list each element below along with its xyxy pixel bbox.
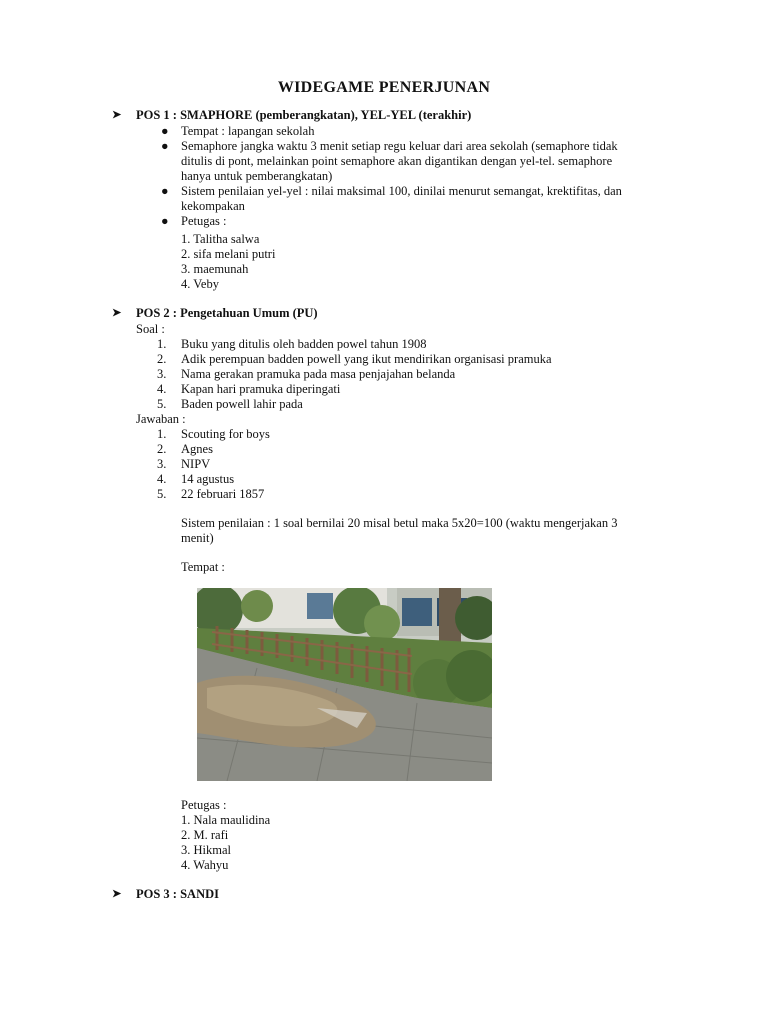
pos2-heading: POS 2 : Pengetahuan Umum (PU) — [136, 306, 318, 320]
pos2-soal-label: Soal : — [136, 322, 165, 336]
pos1-heading-row — [112, 108, 471, 123]
pos2-sistem-line2: menit) — [181, 531, 214, 545]
document-title: WIDEGAME PENERJUNAN — [277, 79, 491, 96]
filled-circle-bullet-icon: ● — [161, 139, 169, 153]
item-text: Nama gerakan pramuka pada masa penjajahan belanda — [181, 367, 456, 381]
pos1-bullet-semaphore — [161, 139, 701, 184]
pos1-tempat-text: Tempat : lapangan sekolah — [181, 124, 315, 138]
list-item: 4. Wahyu — [181, 858, 229, 872]
item-text: Buku yang ditulis oleh badden powel tahun 1908 — [181, 337, 427, 351]
list-item — [157, 397, 717, 412]
pos1-semaphore-line3: hanya untuk pemberangkatan) — [181, 169, 333, 183]
pos1-semaphore-line2: ditulis di pont, melainkan point semaphore akan digantikan dengan yel-tel. semaphore — [181, 154, 613, 168]
pos2-sistem-line1: Sistem penilaian : 1 soal bernilai 20 misal betul maka 5x20=100 (waktu mengerjakan 3 — [181, 516, 618, 530]
list-item — [157, 487, 717, 502]
pos2-tempat-label: Tempat : — [181, 560, 225, 574]
item-number: 2. — [157, 352, 167, 366]
item-number: 4. — [157, 382, 167, 396]
pos1-bullet-petugas — [161, 214, 701, 229]
list-item: 3. maemunah — [181, 262, 249, 276]
list-item — [157, 367, 717, 382]
pos3-heading-row — [112, 887, 219, 902]
list-item — [157, 457, 717, 472]
arrowhead-bullet-icon: ➤ — [112, 888, 122, 900]
list-item — [157, 337, 717, 352]
pos1-sistem-text — [181, 184, 622, 214]
pos1-semaphore-text — [181, 139, 618, 184]
item-text: 14 agustus — [181, 472, 235, 486]
item-number: 3. — [157, 457, 167, 471]
list-item: 2. sifa melani putri — [181, 247, 276, 261]
list-item — [157, 427, 717, 442]
item-number: 5. — [157, 487, 167, 501]
pos1-sistem-line2: kekompakan — [181, 199, 245, 213]
item-text: Scouting for boys — [181, 427, 270, 441]
item-text: Kapan hari pramuka diperingati — [181, 382, 341, 396]
arrowhead-bullet-icon: ➤ — [112, 307, 122, 319]
list-item: 4. Veby — [181, 277, 219, 291]
filled-circle-bullet-icon: ● — [161, 214, 169, 228]
list-item: 1. Talitha salwa — [181, 232, 260, 246]
pos1-heading: POS 1 : SMAPHORE (pemberangkatan), YEL-YEL (terakhir) — [136, 108, 472, 122]
pos1-bullet-sistem — [161, 184, 701, 214]
pos3-heading: POS 3 : SANDI — [136, 887, 219, 901]
item-text: 22 februari 1857 — [181, 487, 265, 501]
item-text: Adik perempuan badden powell yang ikut mendirikan organisasi pramuka — [181, 352, 552, 366]
pos2-soal-list — [157, 337, 717, 412]
pos1-bullet-list — [161, 124, 701, 229]
list-item — [157, 472, 717, 487]
list-item — [157, 352, 717, 367]
pos2-petugas-label: Petugas : — [181, 798, 227, 812]
pos2-sistem-penilaian — [181, 516, 701, 546]
item-number: 5. — [157, 397, 167, 411]
item-text: Agnes — [181, 442, 213, 456]
item-text: NIPV — [181, 457, 211, 471]
pos1-petugas-list — [181, 232, 275, 292]
pos1-sistem-line1: Sistem penilaian yel-yel : nilai maksimal 100, dinilai menurut semangat, krektifitas, dan — [181, 184, 622, 198]
location-photo — [197, 588, 492, 781]
pos1-petugas-label: Petugas : — [181, 214, 227, 228]
item-number: 1. — [157, 337, 167, 351]
item-number: 4. — [157, 472, 167, 486]
item-text: Baden powell lahir pada — [181, 397, 303, 411]
pos1-bullet-tempat — [161, 124, 701, 139]
item-number: 3. — [157, 367, 167, 381]
list-item — [157, 382, 717, 397]
list-item — [157, 442, 717, 457]
filled-circle-bullet-icon: ● — [161, 184, 169, 198]
arrowhead-bullet-icon: ➤ — [112, 109, 122, 121]
pos2-heading-row — [112, 306, 318, 321]
list-item: 3. Hikmal — [181, 843, 231, 857]
list-item: 1. Nala maulidina — [181, 813, 271, 827]
pos1-semaphore-line1: Semaphore jangka waktu 3 menit setiap regu keluar dari area sekolah (semaphore tidak — [181, 139, 618, 153]
item-number: 1. — [157, 427, 167, 441]
pos2-jawaban-label: Jawaban : — [136, 412, 186, 426]
filled-circle-bullet-icon: ● — [161, 124, 169, 138]
item-number: 2. — [157, 442, 167, 456]
pos2-jawaban-list — [157, 427, 717, 502]
list-item: 2. M. rafi — [181, 828, 229, 842]
pos2-petugas-list — [181, 813, 270, 873]
